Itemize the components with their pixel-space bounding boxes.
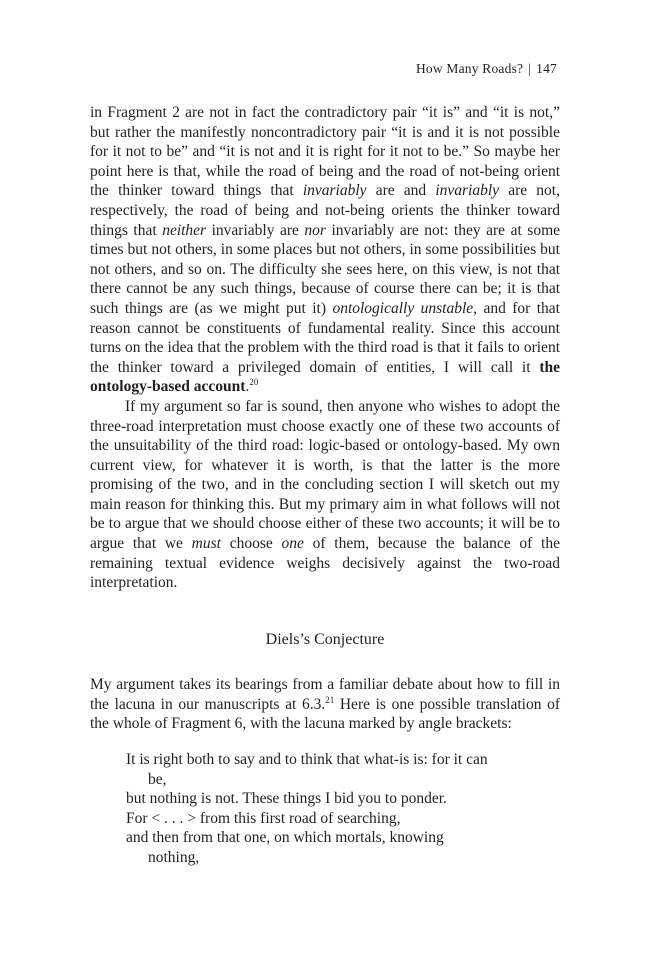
body-text [90, 103, 560, 593]
emphasis: nor [304, 221, 326, 239]
verse-line-continuation: nothing, [148, 848, 200, 866]
footnote-ref-20: 20 [249, 377, 259, 388]
paragraph-2: If my argument so far is sound, then anyone who wishes to adopt the three-road interpretation must choose exactly one of these two accounts of the unsuitability of the third road: logic-based or ontology-based. My own current view, for whatever it is worth, is that the latter is the more promising of the two, and in the concluding section I will sketch out my main reason for thinking this. But my primary aim in what follows will not be to argue that we should choose either of these two accounts; it will be to argue that we must choose one of them, because the balance of the remaining textual evidence weighs decisively against the two-road interpretation. [90, 397, 560, 592]
emphasis: one [281, 535, 304, 553]
emphasis: ontologically unstable [332, 299, 474, 317]
verse-line: and then from that one, on which mortals, knowing [126, 829, 444, 847]
emphasis: neither [162, 221, 207, 239]
page-number: 147 [536, 61, 557, 76]
verse-line-continuation: be, [148, 770, 167, 788]
verse-line: It is right both to say and to think that what-is is: for it can [126, 751, 488, 768]
footnote-ref-21: 21 [325, 694, 335, 705]
paragraph-1: in Fragment 2 are not in fact the contradictory pair “it is” and “it is not,” but rather the manifestly noncontradictory pair “it is and it is not possible for it not to be” and “it is not and it is right for it not to be.” So maybe her point here is that, while the road of being and the road of not-being orient the thinker toward things that invariably are and invariably are not, respectively, the road of being and not-being orients the thinker toward things that neither invariably are nor invariably are not: they are at some times but not others, in some places but not others, in some possibilities but not others, and so on. The difficulty she sees here, on this view, is not that there cannot be any such things, because of course there can be; it is that such things are (as we might put it) ontologically unstable, and for that reason cannot be constituents of fundamental reality. Since this account turns on the idea that the problem with the third road is that it fails to orient the thinker toward a privileged domain of entities, I will call it the ontology-based account.$^{20}$ [90, 104, 560, 396]
section-heading: Diels’s Conjecture [265, 631, 385, 648]
section-text [90, 675, 560, 734]
verse-line: For < . . . > from this first road of searching, [126, 809, 401, 827]
running-head [416, 61, 557, 77]
emphasis: invariably [302, 182, 367, 200]
emphasis: must [191, 535, 221, 553]
paragraph-3: My argument takes its bearings from a familiar debate about how to fill in the lacuna in our manuscripts at 6.3.21 Here is one possible translation of the whole of Fragment 6, with the lacuna marked by angle brackets: [90, 676, 560, 733]
running-title: How Many Roads? [415, 61, 524, 76]
defined-term: the ontology-based account [90, 358, 560, 396]
emphasis: invariably [435, 182, 500, 200]
verse-line: but nothing is not. These things I bid you to ponder. [126, 790, 447, 808]
header-separator: | [528, 61, 532, 76]
verse-quotation [126, 750, 546, 868]
